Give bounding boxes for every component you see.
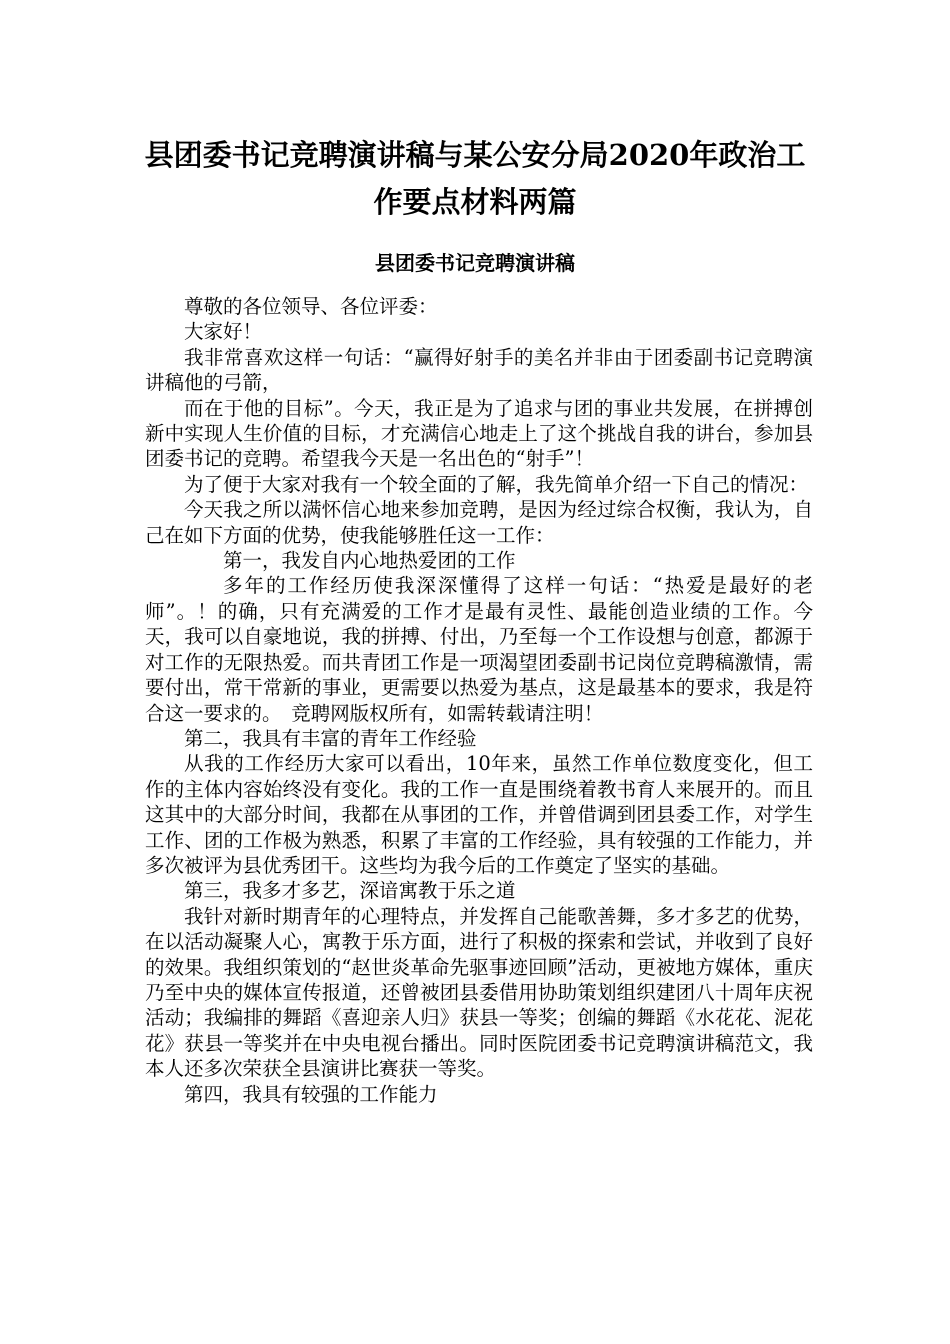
body-paragraph: 而在于他的目标”。今天，我正是为了追求与团的事业共发展，在拼搏创新中实现人生价值的目标，才充满信心地走上了这个挑战自我的讲台，参加县团委书记的竞聘。希望我今天是一名出色的“射手”！ [145, 396, 813, 471]
point-heading-2: 第二，我具有丰富的青年工作经验 [184, 726, 477, 750]
point-heading-1: 第一，我发自内心地热爱团的工作 [223, 549, 516, 573]
greeting: 大家好！ [184, 320, 263, 344]
section-title: 县团委书记竞聘演讲稿 [375, 251, 575, 275]
document-title-line-2: 作要点材料两篇 [373, 185, 577, 219]
body-paragraph: 为了便于大家对我有一个较全面的了解，我先简单介绍一下自己的情况： [184, 472, 809, 496]
body-paragraph: 我针对新时期青年的心理特点，并发挥自己能歌善舞，多才多艺的优势，在以活动凝聚人心，寓教于乐方面，进行了积极的探索和尝试，并收到了良好的效果。我组织策划的“赵世炎革命先驱事迹回顾”活动，更被地方媒体，重庆乃至中央的媒体宣传报道，还曾被团县委借用协助策划组织建团八十周年庆祝活动；我编排的舞蹈《喜迎亲人归》获县一等奖；创编的舞蹈《水花花、泥花花》获县一等奖并在中央电视台播出。同时医院团委书记竞聘演讲稿范文，我本人还多次荣获全县演讲比赛获一等奖。 [145, 904, 813, 1081]
body-paragraph: 我非常喜欢这样一句话：“赢得好射手的美名并非由于团委副书记竞聘演讲稿他的弓箭， [145, 345, 813, 395]
body-paragraph: 今天我之所以满怀信心地来参加竞聘，是因为经过综合权衡，我认为，自己在如下方面的优势，使我能够胜任这一工作： [145, 498, 813, 547]
body-paragraph: 从我的工作经历大家可以看出，10年来，虽然工作单位数度变化，但工作的主体内容始终没有变化。我的工作一直是围绕着教书育人来展开的。而且这其中的大部分时间，我都在从事团的工作，并曾借调到团县委工作，对学生工作、团的工作极为熟悉，积累了丰富的工作经验，具有较强的工作能力，并多次被评为县优秀团干。这些均为我今后的工作奠定了坚实的基础。 [145, 752, 813, 877]
body-paragraph: 多年的工作经历使我深深懂得了这样一句话：“热爱是最好的老师”。！的确，只有充满爱的工作才是最有灵性、最能创造业绩的工作。今天，我可以自豪地说，我的拼搏、付出，乃至每一个工作设想与创意，都源于对工作的无限热爱。而共青团工作是一项渴望团委副书记岗位竞聘稿激情，需要付出，常干常新的事业，更需要以热爱为基点，这是最基本的要求，我是符合这一要求的。 竞聘网版权所有，如需转载请注明！ [145, 574, 813, 725]
point-heading-4: 第四，我具有较强的工作能力 [184, 1082, 438, 1106]
document-title-line-1: 县团委书记竞聘演讲稿与某公安分局2020年政治工 [144, 138, 806, 172]
document-body [145, 294, 813, 1107]
point-heading-3: 第三，我多才多艺，深谙寓教于乐之道 [184, 879, 516, 903]
salutation: 尊敬的各位领导、各位评委： [184, 295, 438, 318]
